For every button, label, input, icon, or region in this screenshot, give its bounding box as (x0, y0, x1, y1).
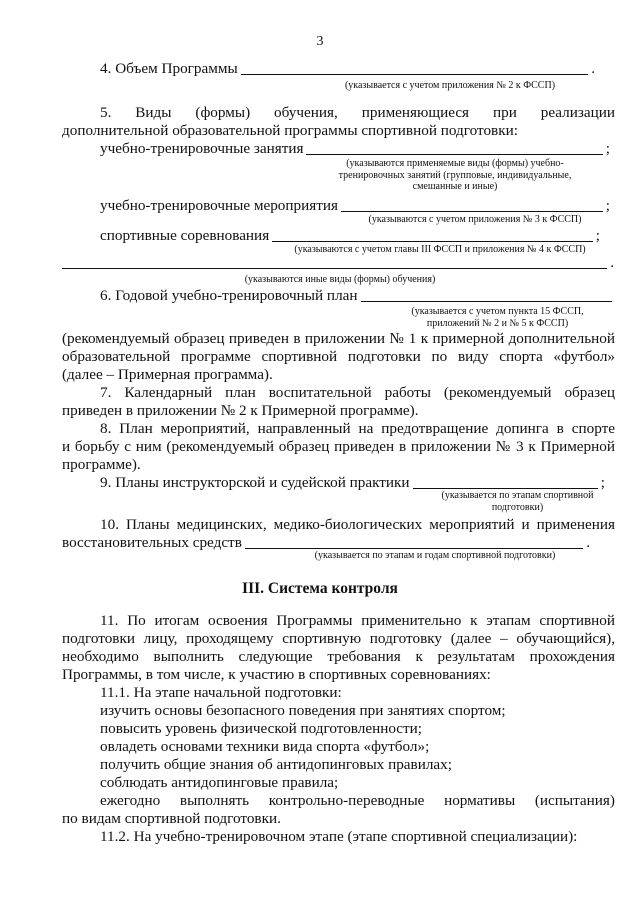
item-4-volume: 4. Объем Программы . (100, 60, 595, 77)
requirement-1: изучить основы безопасного поведения при занятиях спортом; (100, 702, 506, 719)
item-10-recovery-means: восстановительных средств . (62, 534, 590, 551)
item-7-line-1: 7. Календарный план воспитательной работы (рекомендуемый образец (100, 384, 615, 401)
item-6-note: (указывается с учетом пункта 15 ФССП, приложений № 2 и № 5 к ФССП) (411, 306, 584, 329)
para-11-1: 11.1. На этапе начальной подготовки: (100, 684, 342, 701)
blank-line (341, 197, 603, 212)
item-5-training-events: учебно-тренировочные мероприятия ; (100, 197, 610, 214)
para-11-line-2: подготовки лицу, проходящему спортивную подготовку (далее – обучающийся), (62, 630, 615, 647)
requirement-3: овладеть основами техники вида спорта «футбол»; (100, 738, 430, 755)
item-5b-note: (указываются с учетом приложения № 3 к ФССП) (368, 214, 582, 225)
requirement-6-line-2: по видам спортивной подготовки. (62, 810, 281, 827)
item-5-other: . (62, 254, 614, 272)
para-11-line-1: 11. По итогам освоения Программы применительно к этапам спортивной (100, 612, 615, 629)
item-6-line-4: (далее – Примерная программа). (62, 366, 273, 383)
blank-line (361, 287, 612, 302)
requirement-2: повысить уровень физической подготовленности; (100, 720, 423, 737)
blank-line (245, 534, 583, 549)
requirement-6-line-1: ежегодно выполнять контрольно-переводные нормативы (испытания) (100, 792, 615, 809)
item-8-line-1: 8. План мероприятий, направленный на предотвращение допинга в спорте (100, 420, 615, 437)
item-10-line-1: 10. Планы медицинских, медико-биологических мероприятий и применения (100, 516, 615, 533)
item-5c-note: (указываются с учетом главы III ФССП и приложения № 4 к ФССП) (294, 244, 586, 255)
item-5a-note: (указываются применяемые виды (формы) учебно- тренировочных занятий (групповые, индивидуальные, смешанные и иные) (338, 158, 572, 192)
para-11-line-4: Программы, в том числе, к участию в спортивных соревнованиях: (62, 666, 491, 683)
item-5-competitions: спортивные соревнования ; (100, 227, 600, 244)
item-5d-note: (указываются иные виды (формы) обучения) (244, 274, 436, 285)
page-number: 3 (316, 34, 324, 49)
blank-line (272, 227, 593, 242)
item-9-note: (указывается по этапам спортивной подготовки) (441, 490, 594, 513)
blank-line (241, 60, 589, 75)
requirement-5: соблюдать антидопинговые правила; (100, 774, 339, 791)
blank-line (62, 254, 607, 269)
requirement-4: получить общие знания об антидопинговых правилах; (100, 756, 452, 773)
item-7-line-2: приведен в приложении № 2 к Примерной программе). (62, 402, 419, 419)
item-5-line-2: дополнительной образовательной программы спортивной подготовки: (62, 122, 518, 139)
item-6-line-3: образовательной программе спортивной подготовки по виду спорта «футбол» (62, 348, 615, 365)
item-6-annual-plan: 6. Годовой учебно-тренировочный план (100, 287, 612, 305)
item-4-note: (указывается с учетом приложения № 2 к ФССП) (344, 80, 556, 91)
section-3-title: III. Система контроля (242, 580, 398, 597)
blank-line (413, 474, 598, 489)
item-8-line-3: программе). (62, 456, 141, 473)
para-11-2: 11.2. На учебно-тренировочном этапе (этапе спортивной специализации): (100, 828, 578, 845)
blank-line (306, 140, 602, 155)
item-6-line-2: (рекомендуемый образец приведен в приложении № 1 к примерной дополнительной (62, 330, 615, 347)
item-5-line-1: 5. Виды (формы) обучения, применяющиеся при реализации (100, 104, 615, 121)
item-5-training-sessions: учебно-тренировочные занятия ; (100, 140, 610, 157)
para-11-line-3: необходимо выполнить следующие требования к результатам прохождения (62, 648, 615, 665)
item-9-instructor-plans: 9. Планы инструкторской и судейской практики ; (100, 474, 605, 491)
item-8-line-2: и борьбу с ним (рекомендуемый образец приведен в приложении № 3 к Примерной (62, 438, 615, 455)
item-10-note: (указывается по этапам и годам спортивной подготовки) (314, 550, 556, 561)
